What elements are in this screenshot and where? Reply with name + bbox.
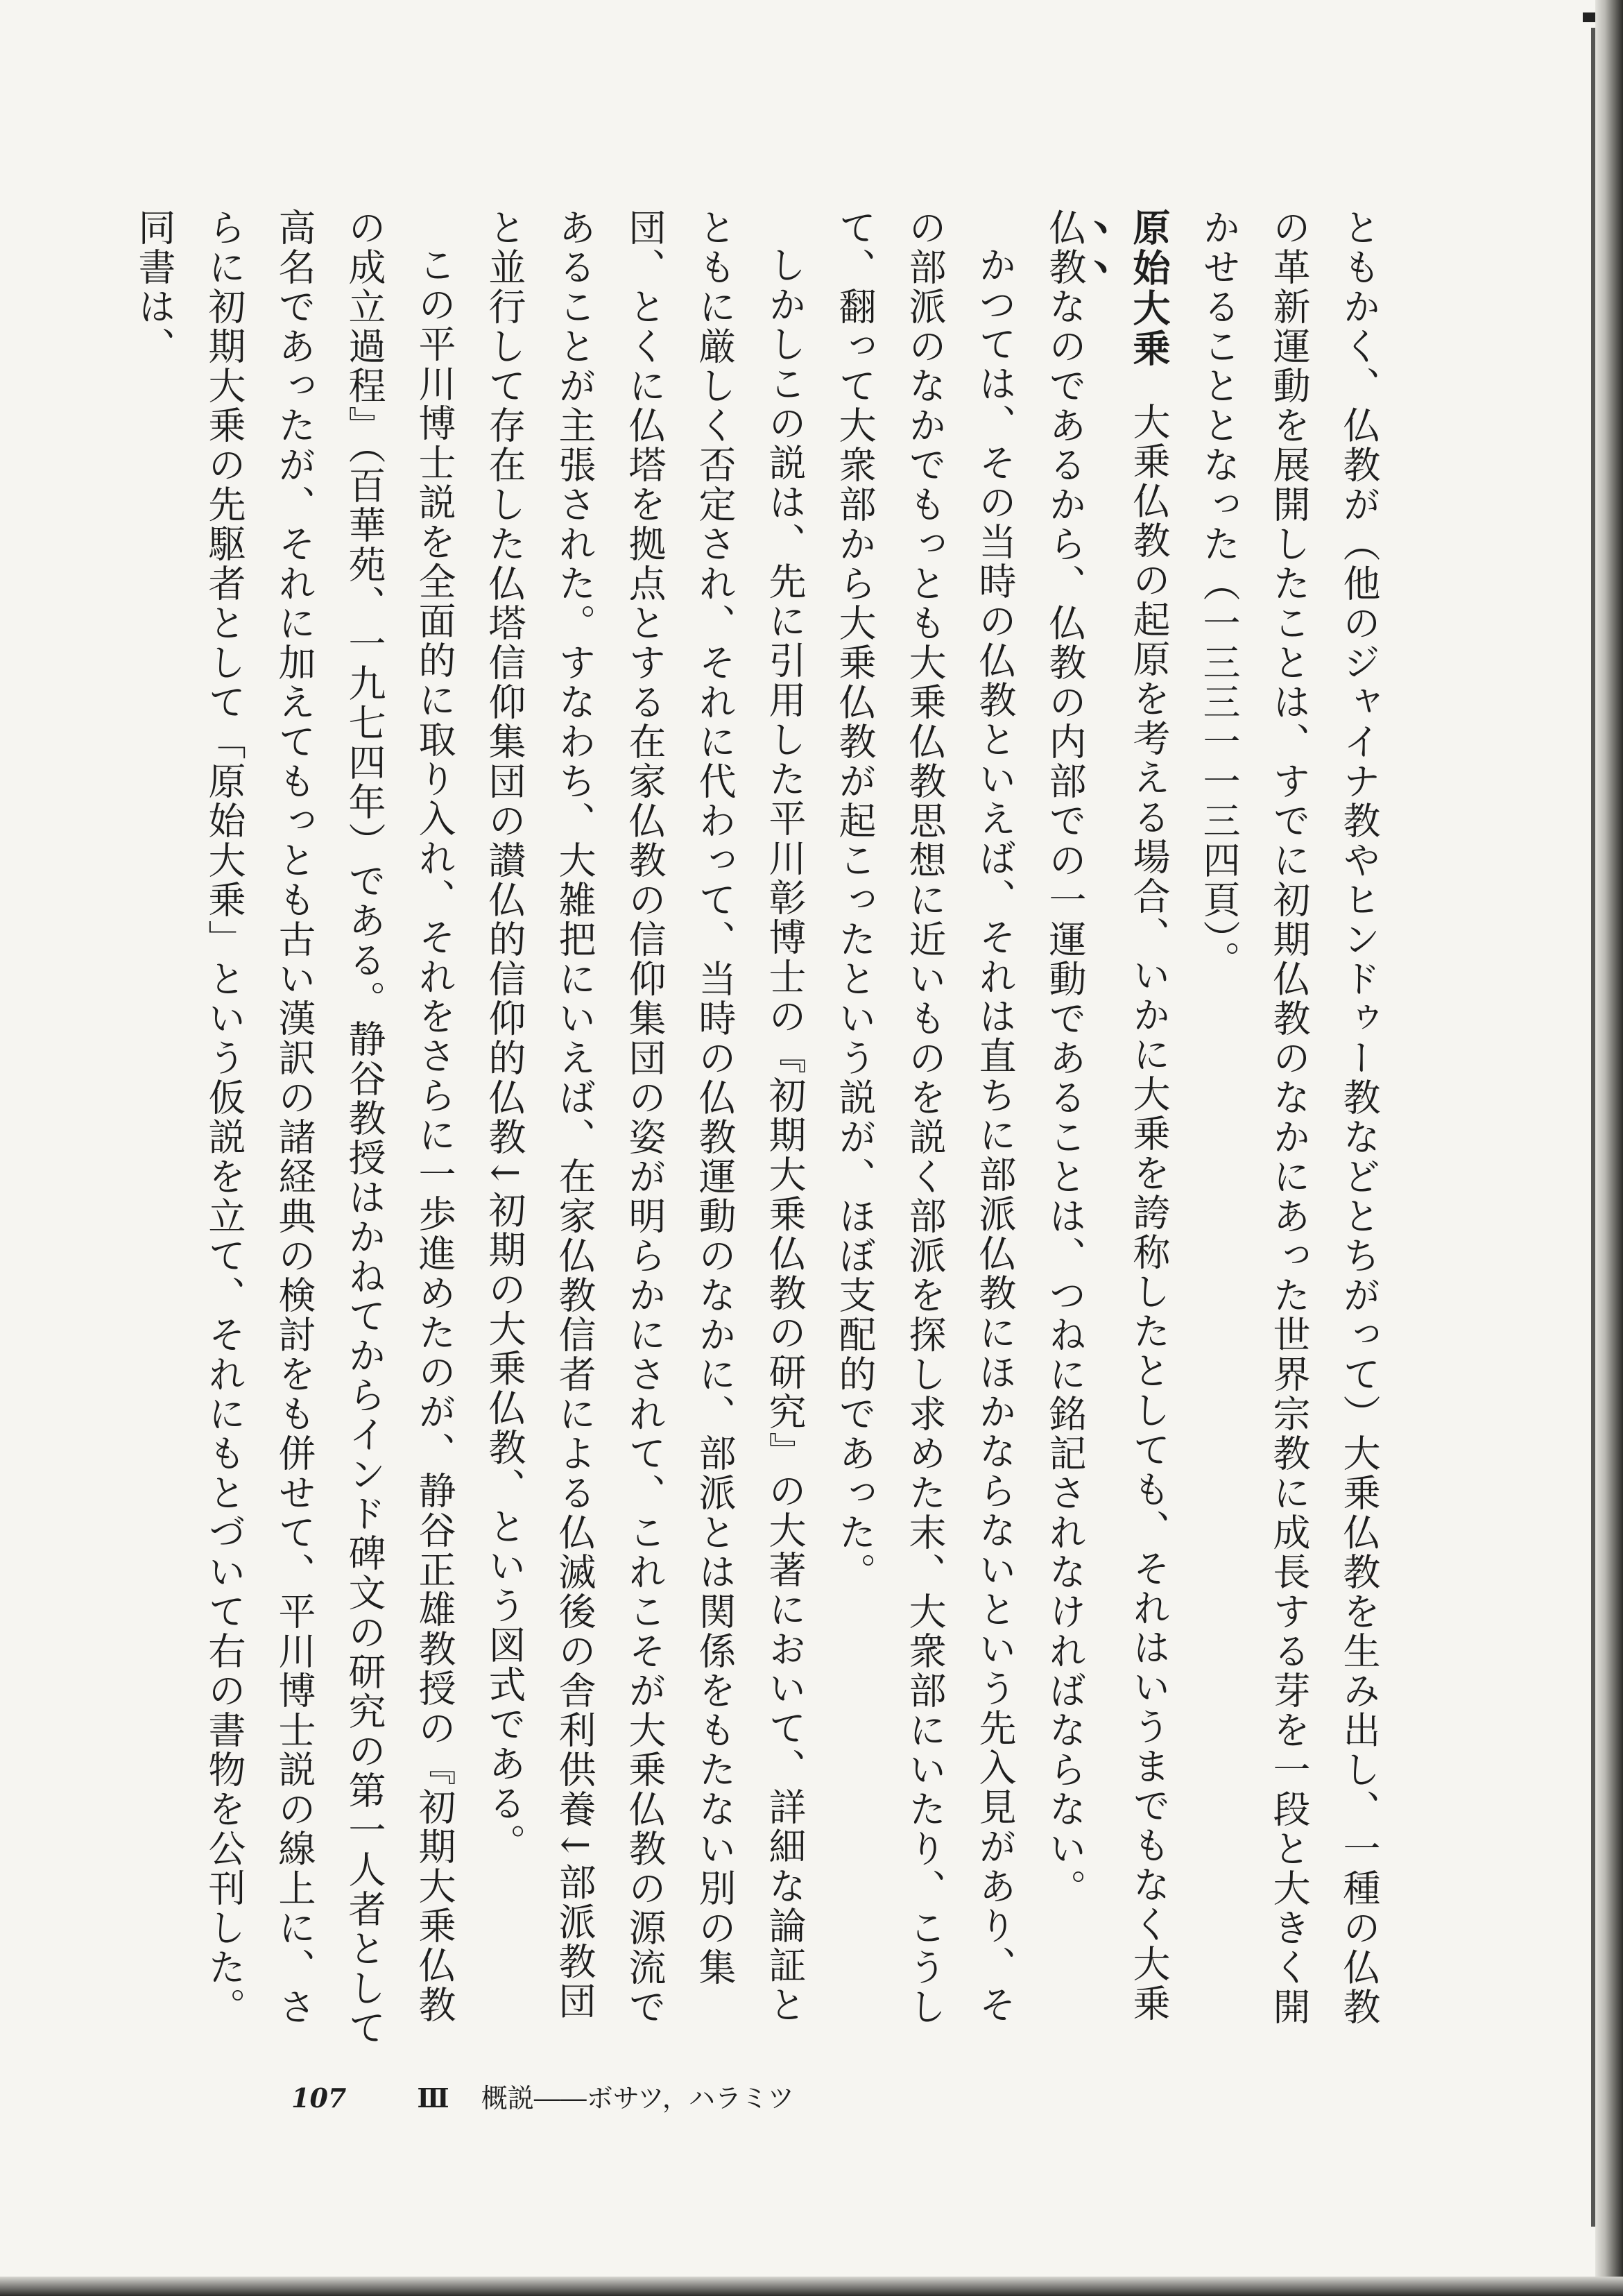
binding-mark [1583, 12, 1595, 22]
paragraph-1: ともかく、仏教が（他のジャイナ教やヒンドゥー教などとちがって）大乗仏教を生み出し、一種の仏教の革新運動を展開したことは、すでに初期仏教のなかにあった世界宗教に成長する芽を一段と大きく開かせることとなった（一三三一一三四頁）。 [1197, 208, 1381, 2027]
chapter-number: Ⅲ [417, 2082, 449, 2114]
scan-bottom-edge [0, 2277, 1623, 2296]
paragraph-2 [1030, 208, 1184, 2053]
page-footer [291, 2074, 1332, 2123]
paragraph-3: かつては、その当時の仏教といえば、それは直ちに部派仏教にほかならないという先入見があり、その部派のなかでもっとも大乗仏教思想に近いものを説く部派を探し求めた末、大衆部にいたり、こうして、翻って大衆部から大乗仏教が起こったという説が、ほぼ支配的であった。 [833, 208, 1017, 2027]
paragraph-5: この平川博士説を全面的に取り入れ、それをさらに一歩進めたのが、静谷正雄教授の『初期大乗仏教の成立過程』（百華苑、一九七四年）である。静谷教授はかねてからインド碑文の研究の第一人者として高名であったが、それに加えてもっとも古い漢訳の諸経典の検討をも併せて、平川博士説の線上に、さらに初期大乗の先駆者として「原始大乗」という仮説を立て、それにもとづいて右の書物を公刊した。同書は、 [132, 208, 456, 2048]
paragraph-2-text-b: なのであるから、仏教の内部での一運動であることは、つねに銘記されなければならない。 [1043, 287, 1087, 1908]
section-heading: 原始大乗 [1127, 208, 1171, 369]
vertical-text-body [97, 208, 1394, 2053]
page-number: 107 [291, 2082, 347, 2114]
paragraph-4: しかしこの説は、先に引用した平川彰博士の『初期大乗仏教の研究』の大著において、詳細な論証とともに厳しく否定され、それに代わって、当時の仏教運動のなかに、部派とは関係をもたない別の集団、とくに仏塔を拠点とする在家仏教の信仰集団の姿が明らかにされて、これこそが大乗仏教の源流であることが主張された。すなわち、大雑把にいえば、在家仏教信者による仏滅後の舎利供養↓部派教団と並行して存在した仏塔信仰集団の讃仏的信仰的仏教↓初期の大乗仏教、という図式である。 [483, 208, 807, 2027]
paragraph-2-emphasis: 仏教 [1043, 208, 1087, 287]
book-binding-edge [1595, 0, 1623, 2296]
running-title: 概説――ボサツ，ハラミツ [481, 2083, 794, 2114]
paragraph-2-text-a: 大乗仏教の起原を考える場合、いかに大乗を誇称したとしても、それはいうまでもなく大乗 [1127, 402, 1171, 2023]
